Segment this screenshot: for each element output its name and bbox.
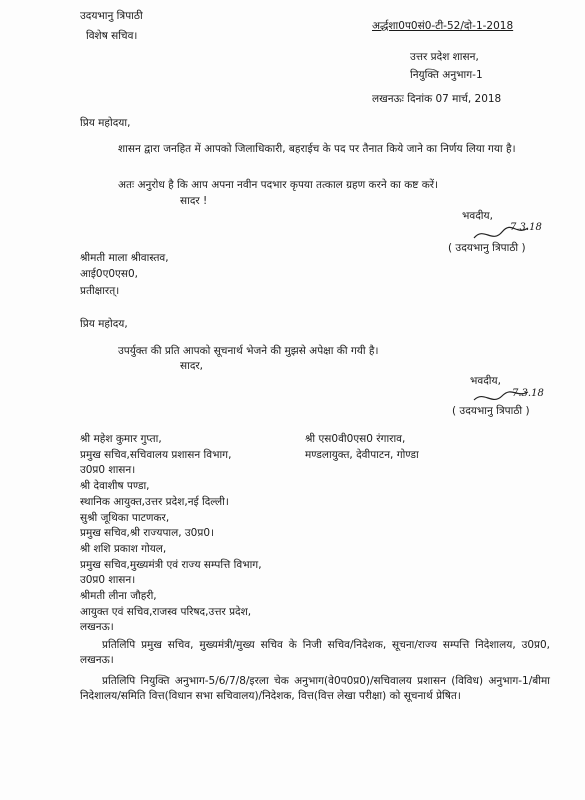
date-line: लखनऊः दिनांक 07 मार्च, 2018 <box>372 93 502 105</box>
addressee-service: आई0ए0एस0, <box>80 268 138 280</box>
recipient-line: श्रीमती लीना जौहरी, <box>80 590 157 603</box>
recipient-line: श्री एस0वी0एस0 रंगाराव, <box>305 433 406 445</box>
recipient-line: श्री शशि प्रकाश गोयल, <box>80 542 167 555</box>
reference-number: अर्द्धशा0प0सं0-टी-52/दो-1-2018 <box>372 20 514 32</box>
recipient-line: लखनऊ। <box>80 621 114 634</box>
paragraph-1: शासन द्वारा जनहित में आपको जिलाधिकारी, बहराईच के पद पर तैनात किये जाने का निर्णय लिया गया है। <box>118 143 516 155</box>
recipient-line: आयुक्त एवं सचिव,राजस्व परिषद,उत्तर प्रदेश, <box>80 605 252 618</box>
recipients-left <box>80 432 262 636</box>
recipient-line: उ0प्र0 शासन। <box>80 464 136 477</box>
recipient-line: श्री महेश कुमार गुप्ता, <box>80 433 162 445</box>
sender-designation: विशेष सचिव। <box>86 30 138 42</box>
recipient-line: प्रमुख सचिव,मुख्यमंत्री एवं राज्य सम्पत्ति विभाग, <box>80 558 262 571</box>
recipient-line: मण्डलायुक्त, देवीपाटन, गोण्डा <box>305 448 419 461</box>
recipient-line: श्री देवाशीष पण्डा, <box>80 480 150 493</box>
recipient-line: प्रमुख सचिव,सचिवालय प्रशासन विभाग, <box>80 448 232 461</box>
closing-2: सादर, <box>180 360 204 372</box>
sign-off-1: भवदीय, <box>462 210 493 222</box>
sender-name: उदयभानु त्रिपाठी <box>80 10 143 22</box>
paragraph-2: अतः अनुरोध है कि आप अपना नवीन पदभार कृपया तत्काल ग्रहण करने का कष्ट करें। <box>118 179 439 191</box>
closing-1: सादर ! <box>180 195 208 207</box>
recipient-line: सुश्री जूथिका पाटणकर, <box>80 511 170 524</box>
salutation-2: प्रिय महोदय, <box>80 318 128 330</box>
salutation-1: प्रिय महोदया, <box>80 117 131 129</box>
recipient-line: प्रमुख सचिव,श्री राज्यपाल, उ0प्र0। <box>80 527 214 540</box>
signatory-2: ( उदयभानु त्रिपाठी ) <box>452 405 530 417</box>
recipient-line: उ0प्र0 शासन। <box>80 574 136 587</box>
copy-paragraph-2: प्रतिलिपि नियुक्ति अनुभाग-5/6/7/8/इरला चेक अनुभाग(वे0प0प्र0)/सचिवालय प्रशासन (विविध) अनुभाग-1/बीमा निदेशालय/समिति वित्त(विधान सभा सचिवालय)/निदेशक, वित्त(वित्त लेखा परीक्षा) को सूचनार्थ प्रेषित। <box>80 675 550 702</box>
addressee-status: प्रतीक्षारत्। <box>80 285 120 297</box>
sign-off-2: भवदीय, <box>470 375 501 387</box>
signature-date-1: 7.3.18 <box>510 222 542 233</box>
copy-paragraph-1: प्रतिलिपि प्रमुख सचिव, मुख्यमंत्री/मुख्य सचिव के निजी सचिव/निदेशक, सूचना/राज्य सम्पत्ति निदेशालय, उ0प्र0, लखनऊ। <box>80 639 550 666</box>
paragraph-3: उपर्युक्त की प्रति आपको सूचनार्थ भेजने की मुझसे अपेक्षा की गयी है। <box>118 345 379 357</box>
office-section: नियुक्ति अनुभाग-1 <box>410 69 483 81</box>
signature-date-2: 7.3.18 <box>512 388 544 399</box>
recipients-right <box>305 432 419 463</box>
addressee-name: श्रीमती माला श्रीवास्तव, <box>80 252 169 264</box>
office-name: उत्तर प्रदेश शासन, <box>410 51 479 63</box>
signatory-1: ( उदयभानु त्रिपाठी ) <box>448 242 526 254</box>
recipient-line: स्थानिक आयुक्त,उत्तर प्रदेश,नई दिल्ली। <box>80 495 229 508</box>
